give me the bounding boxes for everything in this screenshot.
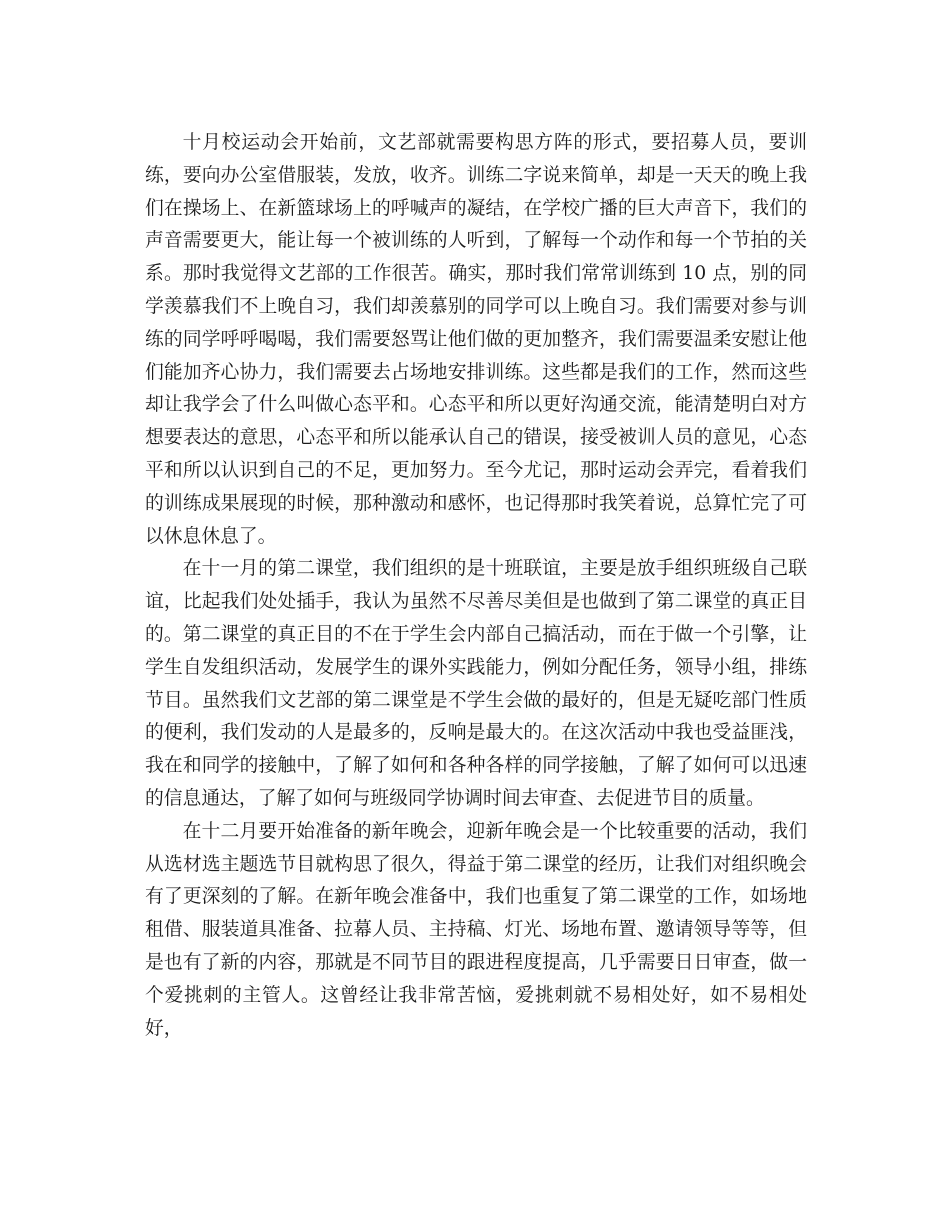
paragraph-sports-meet: 十月校运动会开始前，文艺部就需要构思方阵的形式，要招募人员，要训练，要向办公室借服装，发放，收齐。训练二字说来简单，却是一天天的晚上我们在操场上、在新篮球场上的呼喊声的凝结，在学校广播的巨大声音下，我们的声音需要更大，能让每一个被训练的人听到，了解每一个动作和每一个节拍的关系。那时我觉得文艺部的工作很苦。确实，那时我们常常训练到 10 点，别的同学羡慕我们不上晚自习，我们却羡慕别的同学可以上晚自习。我们需要对参与训练的同学呼呼喝喝，我们需要怒骂让他们做的更加整齐，我们需要温柔安慰让他们能加齐心协力，我们需要去占场地安排训练。这些都是我们的工作，然而这些却让我学会了什么叫做心态平和。心态平和所以更好沟通交流，能清楚明白对方想要表达的意思，心态平和所以能承认自己的错误，接受被训人员的意见，心态平和所以认识到自己的不足，更加努力。至今尤记，那时运动会弄完，看着我们的训练成果展现的时候，那种激动和感怀，也记得那时我笑着说，总算忙完了可以休息休息了。 [145,132,807,547]
paragraph-second-classroom: 在十一月的第二课堂，我们组织的是十班联谊，主要是放手组织班级自己联谊，比起我们处处插手，我认为虽然不尽善尽美但是也做到了第二课堂的真正目的。第二课堂的真正目的不在于学生会内部自己搞活动，而在于做一个引擎，让学生自发组织活动，发展学生的课外实践能力，例如分配任务，领导小组，排练节目。虽然我们文艺部的第二课堂是不学生会做的最好的，但是无疑吃部门性质的便利，我们发动的人是最多的，反响是最大的。在这次活动中我也受益匪浅，我在和同学的接触中，了解了如何和各种各样的同学接触，了解了如何可以迅速的信息通达，了解了如何与班级同学协调时间去审查、去促进节目的质量。 [145,558,807,809]
paragraph-new-year-gala: 在十二月要开始准备的新年晚会，迎新年晚会是一个比较重要的活动，我们从选材选主题选节目就构思了很久，得益于第二课堂的经历，让我们对组织晚会有了更深刻的了解。在新年晚会准备中，我们也重复了第二课堂的工作，如场地租借、服装道具准备、拉幕人员、主持稿、灯光、场地布置、邀请领导等等，但是也有了新的内容，那就是不同节目的跟进程度提高，几乎需要日日审查，做一个爱挑刺的主管人。这曾经让我非常苦恼，爱挑刺就不易相处好，如不易相处好， [145,820,807,1039]
document-page [145,127,807,1207]
